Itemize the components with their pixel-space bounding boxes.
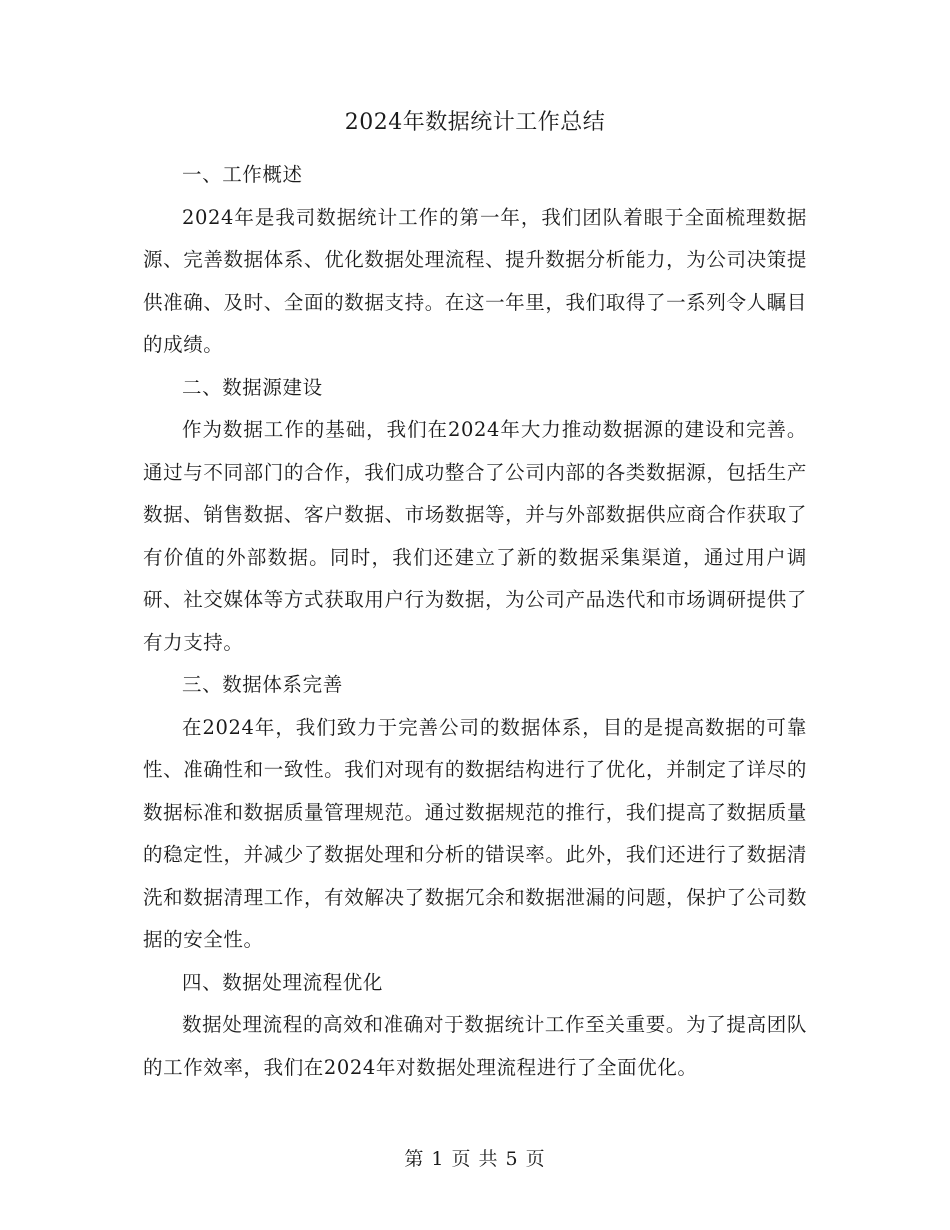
- section-heading-data-system: 三、数据体系完善: [182, 673, 343, 696]
- document-title: 2024年数据统计工作总结: [344, 110, 606, 135]
- page-number-footer: 第 1 页 共 5 页: [404, 1148, 546, 1170]
- document-body: [143, 154, 807, 1089]
- section-paragraph-process: 数据处理流程的高效和准确对于数据统计工作至关重要。为了提高团队的工作效率，我们在2024年对数据处理流程进行了全面优化。: [143, 1013, 807, 1079]
- section-paragraph-data-source: 作为数据工作的基础，我们在2024年大力推动数据源的建设和完善。通过与不同部门的合作，我们成功整合了公司内部的各类数据源，包括生产数据、销售数据、客户数据、市场数据等，并与外部数据供应商合作获取了有价值的外部数据。同时，我们还建立了新的数据采集渠道，通过用户调研、社交媒体等方式获取用户行为数据，为公司产品迭代和市场调研提供了有力支持。: [143, 418, 807, 654]
- section-heading-data-source: 二、数据源建设: [182, 375, 323, 399]
- section-paragraph-overview: 2024年是我司数据统计工作的第一年，我们团队着眼于全面梳理数据源、完善数据体系、优化数据处理流程、提升数据分析能力，为公司决策提供准确、及时、全面的数据支持。在这一年里，我们取得了一系列令人瞩目的成绩。: [143, 205, 807, 356]
- section-paragraph-data-system: 在2024年，我们致力于完善公司的数据体系，目的是提高数据的可靠性、准确性和一致性。我们对现有的数据结构进行了优化，并制定了详尽的数据标准和数据质量管理规范。通过数据规范的推行，我们提高了数据质量的稳定性，并减少了数据处理和分析的错误率。此外，我们还进行了数据清洗和数据清理工作，有效解决了数据冗余和数据泄漏的问题，保护了公司数据的安全性。: [143, 715, 807, 951]
- section-heading-overview: 一、工作概述: [182, 163, 303, 186]
- section-heading-process: 四、数据处理流程优化: [182, 970, 384, 994]
